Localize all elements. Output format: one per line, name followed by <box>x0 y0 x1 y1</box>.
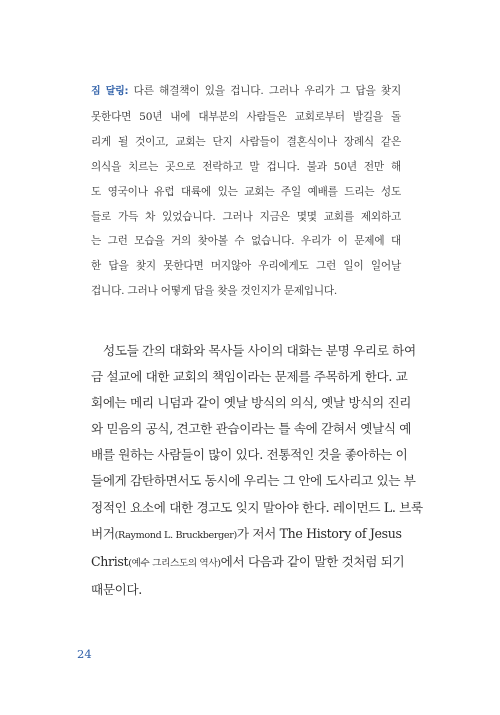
quote-line: 도 영국이나 유럽 대륙에 있는 교회는 주일 예배를 드리는 성도 <box>91 185 401 198</box>
quote-line: 의식을 치르는 곳으로 전락하고 말 겁니다. 불과 50년 전만 해 <box>91 160 401 173</box>
quote-line: 리게 될 것이고, 교회는 단지 사람들이 결혼식이나 장례식 같은 <box>91 135 401 148</box>
speaker-name: 짐 달링: <box>91 86 129 97</box>
body-paragraph <box>91 338 423 603</box>
quote-line: 못한다면 50년 내에 대부분의 사람들은 교회로부터 발길을 돌 <box>91 110 401 123</box>
quote-line: 짐 달링: 다른 해결책이 있을 겁니다. 그러나 우리가 그 답을 찾지 <box>91 85 402 97</box>
quote-line: 는 그런 모습을 거의 찾아볼 수 없습니다. 우리가 이 문제에 대 <box>91 235 401 248</box>
book-title-translation: (예수 그리스도의 역사) <box>128 557 221 569</box>
quote-line: 들로 가득 차 있었습니다. 그러나 지금은 몇몇 교회를 제외하고 <box>91 210 401 223</box>
original-name: (Raymond L. Bruckberger) <box>114 529 237 541</box>
page-number: 24 <box>77 647 92 661</box>
body-line: 금 설교에 대한 교회의 책임이라는 문제를 주목하게 한다. 교 <box>91 369 408 385</box>
body-line: 때문이다. <box>91 581 142 597</box>
quote-line: 겁니다. 그러나 어떻게 답을 찾을 것인지가 문제입니다. <box>91 285 338 298</box>
quote-line: 한 답을 찾지 못한다면 머지않아 우리에게도 그런 일이 일어날 <box>91 260 401 273</box>
body-line: Christ(예수 그리스도의 역사)에서 다음과 같이 말한 것처럼 되기 <box>91 553 405 569</box>
body-line: 들에게 감탄하면서도 동시에 우리는 그 안에 도사리고 있는 부 <box>91 473 416 489</box>
interview-quote <box>91 79 401 304</box>
body-line: 와 믿음의 공식, 견고한 관습이라는 틀 속에 갇혀서 옛날식 예 <box>91 421 412 437</box>
body-line: 버거(Raymond L. Bruckberger)가 저서 The History of Jesus <box>91 525 402 541</box>
body-line: 배를 원하는 사람들이 많이 있다. 전통적인 것을 좋아하는 이 <box>91 447 408 463</box>
body-line: 성도들 간의 대화와 목사들 사이의 대화는 분명 우리로 하여 <box>103 343 416 358</box>
body-line: 회에는 메리 니덤과 같이 옛날 방식의 의식, 옛날 방식의 진리 <box>91 395 412 411</box>
body-line: 정적인 요소에 대한 경고도 잊지 말아야 한다. 레이먼드 L. 브룩 <box>91 499 423 515</box>
